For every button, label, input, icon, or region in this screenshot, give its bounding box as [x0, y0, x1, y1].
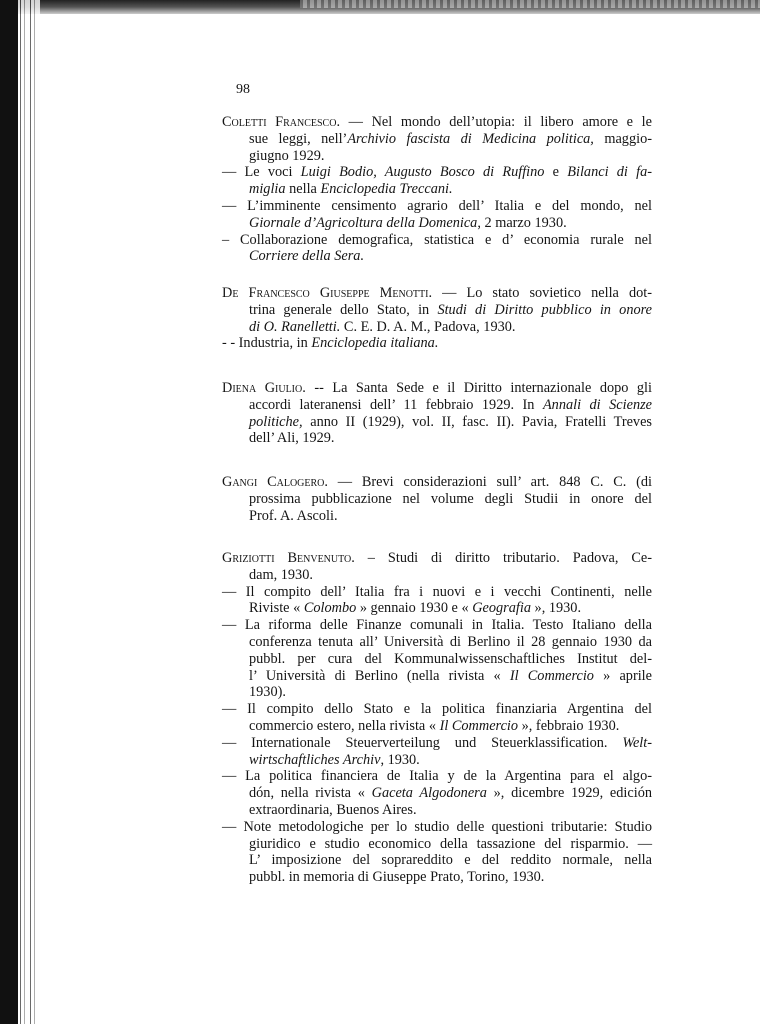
- text-line: [249, 852, 652, 869]
- text-line: [222, 474, 652, 491]
- text-line: [249, 508, 652, 525]
- text-line: [222, 232, 652, 249]
- text-line: [222, 114, 652, 131]
- text-segment: — Il compito dell’ Italia fra i nuovi e i vecchi Continenti, nelle: [222, 583, 652, 600]
- text-line: [249, 752, 652, 769]
- text-segment: - - Industria, in: [222, 335, 312, 352]
- text-line: [249, 302, 652, 319]
- text-line: [222, 735, 652, 752]
- text-segment: 1930).: [249, 684, 286, 701]
- text-line: [222, 701, 652, 718]
- text-segment: trina generale dello Stato, in: [249, 301, 438, 318]
- bibliography-entry-diena: [222, 380, 652, 447]
- book-binding-edge: [18, 0, 40, 1024]
- text-line: [249, 397, 652, 414]
- text-segment: pubbl. per cura del Kommunalwissenschaftliches Institut del-: [249, 650, 652, 667]
- text-segment: L’ imposizione del soprareddito e del reddito normale, nella: [249, 852, 652, 869]
- text-segment: — La politica financiera de Italia y de la Argentina para el algo-: [222, 768, 652, 785]
- italic-title: Enciclopedia Treccani.: [320, 181, 453, 198]
- text-segment: maggio-: [593, 130, 652, 147]
- text-line: [249, 600, 652, 617]
- text-line: [222, 768, 652, 785]
- text-line: [249, 181, 652, 198]
- text-segment: C. E. D. A. M., Padova, 1930.: [340, 318, 516, 335]
- italic-title: Il Commercio: [509, 667, 594, 684]
- text-line: [249, 414, 652, 431]
- italic-title: Luigi Bodio, Augusto Bosco di Ruffino: [300, 164, 545, 181]
- bibliography-entry-griziotti: [222, 550, 652, 886]
- bibliography-entry-de-francesco: [222, 285, 652, 352]
- text-line: [249, 319, 652, 336]
- text-line: [249, 491, 652, 508]
- text-segment: Riviste «: [249, 600, 304, 617]
- text-line: [222, 380, 652, 397]
- text-segment: dón, nella rivista «: [249, 785, 372, 802]
- text-line: [249, 634, 652, 651]
- text-segment: accordi lateranensi dell’ 11 febbraio 1929. In: [249, 396, 543, 413]
- text-line: [222, 335, 652, 352]
- text-segment: giugno 1929.: [249, 147, 325, 164]
- text-segment: pubbl. in memoria di Giuseppe Prato, Torino, 1930.: [249, 869, 545, 886]
- text-segment: – Collaborazione demografica, statistica e d’ economia rurale nel: [222, 231, 652, 248]
- italic-title: Gaceta Algodonera: [371, 785, 487, 802]
- text-line: [249, 215, 652, 232]
- text-segment: extraordinaria, Buenos Aires.: [249, 801, 417, 818]
- italic-title: Studi di Diritto pubblico in onore: [437, 301, 652, 318]
- text-line: [249, 248, 652, 265]
- italic-title: di O. Ranelletti.: [249, 318, 341, 335]
- text-segment: anno II (1929), vol. II, fasc. II). Pavia, Fratelli Treves: [302, 413, 652, 430]
- text-segment: , 2 marzo 1930.: [477, 214, 567, 231]
- text-segment: », 1930.: [530, 600, 582, 617]
- text-segment: . — Nel mondo dell’utopia: il libero amore e le: [336, 114, 652, 130]
- italic-title: Welt-: [622, 734, 652, 751]
- text-line: [249, 718, 652, 735]
- text-segment: », dicembre 1929, edición: [486, 785, 653, 802]
- text-line: [249, 684, 652, 701]
- text-segment: conferenza tenuta all’ Università di Berlino il 28 gennaio 1930 da: [249, 633, 652, 650]
- author-name: De Francesco Giuseppe Menotti: [222, 285, 429, 301]
- text-line: [249, 567, 652, 584]
- text-segment: giuridico e studio economico della tassazione del risparmio. —: [249, 835, 652, 852]
- italic-title: Il Commercio: [439, 717, 519, 734]
- bibliography-entry-gangi: [222, 474, 652, 524]
- scan-top-noise: [300, 0, 760, 8]
- author-name: Coletti Francesco: [222, 114, 337, 130]
- text-segment: — La riforma delle Finanze comunali in Italia. Testo Italiano della: [222, 617, 652, 634]
- text-segment: — Il compito dello Stato e la politica finanziaria Argentina del: [222, 701, 652, 718]
- text-line: [222, 164, 652, 181]
- text-segment: e: [544, 164, 568, 181]
- text-segment: nella: [285, 181, 321, 198]
- text-segment: . -- La Santa Sede e il Diritto internazionale dopo gli: [302, 380, 652, 396]
- text-line: [222, 819, 652, 836]
- text-segment: — Internationale Steuerverteilung und Steuerklassification.: [222, 734, 623, 751]
- text-segment: Prof. A. Ascoli.: [249, 507, 338, 524]
- text-segment: », febbraio 1930.: [518, 717, 620, 734]
- italic-title: Archivio fascista di Medicina politica,: [347, 130, 594, 147]
- text-line: [222, 550, 652, 567]
- text-line: [249, 836, 652, 853]
- text-segment: » gennaio 1930 e «: [356, 600, 473, 617]
- text-line: [222, 584, 652, 601]
- text-segment: prossima pubblicazione nel volume degli Studii in onore del: [249, 490, 652, 507]
- italic-title: Annali di Scienze: [542, 396, 653, 413]
- text-line: [222, 617, 652, 634]
- page-number: 98: [236, 82, 250, 97]
- text-line: [222, 198, 652, 215]
- text-segment: — Le voci: [222, 164, 301, 181]
- italic-title: Corriere della Sera.: [249, 248, 365, 265]
- author-name: Gangi Calogero: [222, 474, 325, 490]
- text-line: [249, 131, 652, 148]
- italic-title: Enciclopedia italiana.: [311, 335, 439, 352]
- text-segment: sue leggi, nell’: [249, 130, 348, 147]
- text-segment: . – Studi di diritto tributario. Padova, Ce-: [351, 550, 652, 566]
- text-segment: . — Brevi considerazioni sull’ art. 848 C. C. (di: [324, 474, 652, 490]
- italic-title: Bilanci di fa-: [567, 164, 652, 181]
- italic-title: wirtschaftliches Archiv: [249, 751, 381, 768]
- text-segment: — L’imminente censimento agrario dell’ Italia e del mondo, nel: [222, 197, 652, 214]
- text-segment: commercio estero, nella rivista «: [249, 717, 440, 734]
- text-line: [249, 869, 652, 886]
- italic-title: Colombo: [303, 600, 357, 617]
- italic-title: Giornale d’Agricoltura della Domenica: [249, 214, 478, 231]
- scan-left-border: [0, 0, 18, 1024]
- text-line: [249, 668, 652, 685]
- text-line: [249, 430, 652, 447]
- text-segment: , 1930.: [380, 751, 420, 768]
- text-segment: dell’ Ali, 1929.: [249, 430, 335, 447]
- author-name: Griziotti Benvenuto: [222, 550, 352, 566]
- text-segment: . — Lo stato sovietico nella dot-: [428, 285, 652, 301]
- italic-title: miglia: [249, 181, 286, 198]
- text-segment: dam, 1930.: [249, 566, 313, 583]
- text-segment: — Note metodologiche per lo studio delle questioni tributarie: Studio: [222, 818, 652, 835]
- italic-title: Geografia: [472, 600, 531, 617]
- text-line: [249, 785, 652, 802]
- text-line: [249, 148, 652, 165]
- bibliography-entry-coletti: [222, 114, 652, 265]
- italic-title: politiche,: [249, 413, 303, 430]
- text-segment: l’ Università di Berlino (nella rivista «: [249, 667, 510, 684]
- text-line: [222, 285, 652, 302]
- text-line: [249, 651, 652, 668]
- text-segment: » aprile: [593, 667, 652, 684]
- author-name: Diena Giulio: [222, 380, 303, 396]
- text-line: [249, 802, 652, 819]
